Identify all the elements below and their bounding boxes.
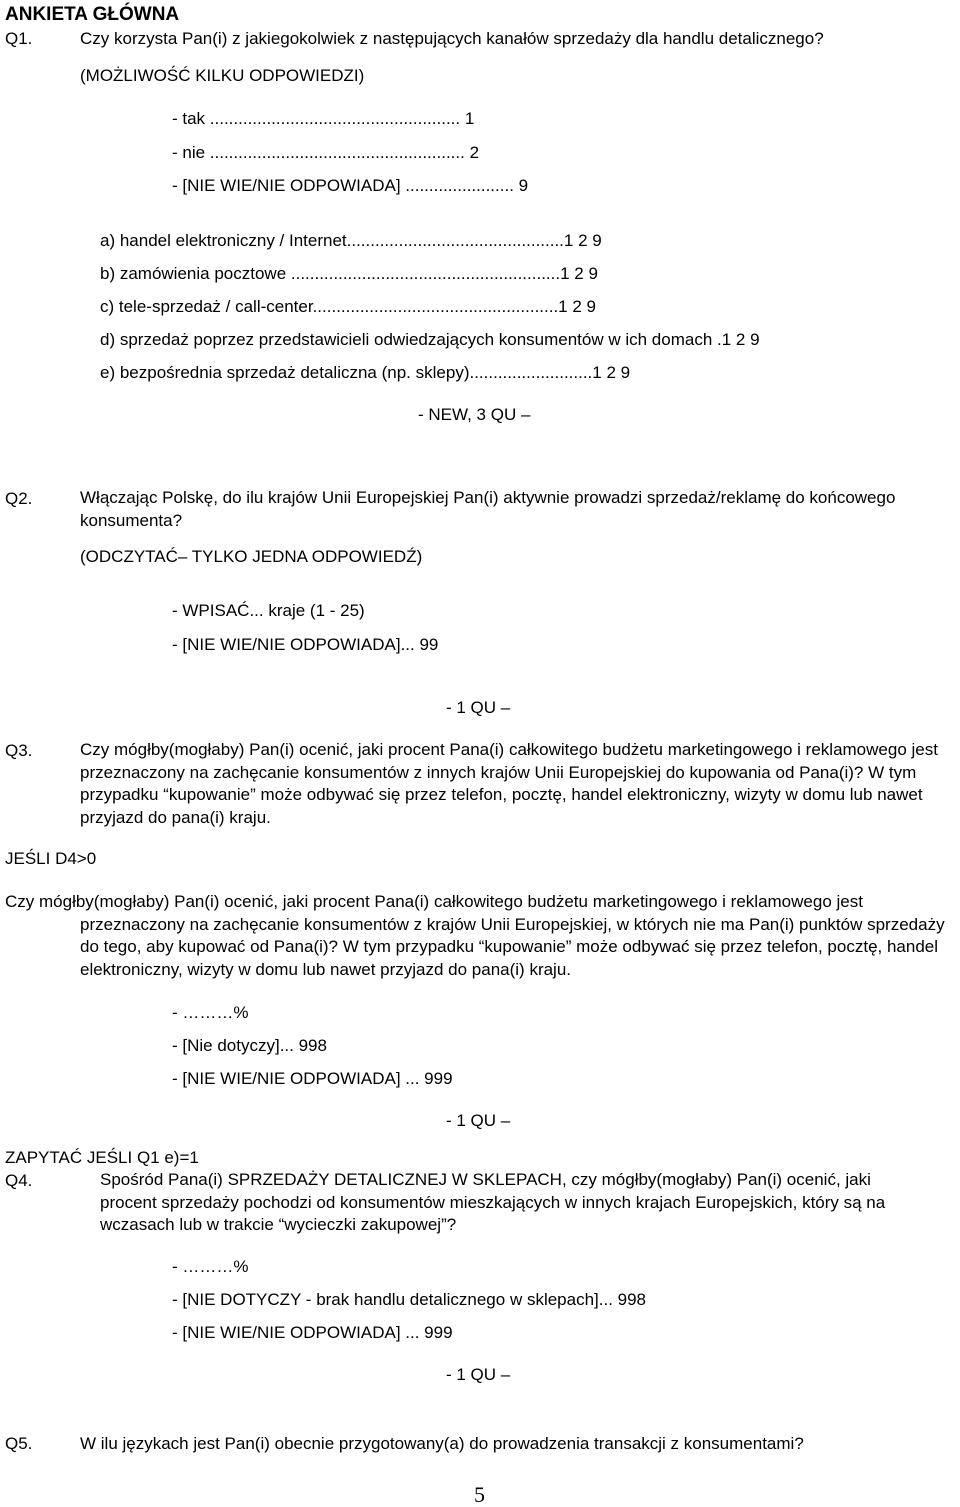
page-number: 5 xyxy=(474,1482,485,1507)
q1-item-a: a) handel elektroniczny / Internet..............................................1 2 9 xyxy=(100,231,602,250)
q4-code-notapplicable: - [NIE DOTYCZY - brak handlu detalicznego w sklepach]... 998 xyxy=(172,1290,647,1309)
q5-number: Q5. xyxy=(5,1434,33,1453)
q1-code-dontknow: - [NIE WIE/NIE ODPOWIADA] ....................... 9 xyxy=(172,176,529,195)
q1-item-b: b) zamówienia pocztowe .........................................................1 2 9 xyxy=(100,264,598,283)
q1-instruction: (MOŻLIWOŚĆ KILKU ODPOWIEDZI) xyxy=(80,66,365,85)
q1-item-e: e) bezpośrednia sprzedaż detaliczna (np. sklepy)..........................1 2 9 xyxy=(100,363,631,382)
q2-code-write: - WPISAĆ... kraje (1 - 25) xyxy=(172,601,365,620)
q3-condition: JEŚLI D4>0 xyxy=(5,849,97,868)
q3-code-percent: - ………% xyxy=(172,1003,249,1022)
q5-text: W ilu językach jest Pan(i) obecnie przygotowany(a) do prowadzenia transakcji z konsumentami? xyxy=(80,1434,804,1453)
q2-routing-note: - 1 QU – xyxy=(446,698,511,717)
q4-condition: ZAPYTAĆ JEŚLI Q1 e)=1 xyxy=(5,1148,199,1167)
q1-code-tak: - tak ..................................................... 1 xyxy=(172,109,475,128)
q4-code-percent: - ………% xyxy=(172,1257,249,1276)
q4-routing-note: - 1 QU – xyxy=(446,1365,511,1384)
q3-code-dontknow: - [NIE WIE/NIE ODPOWIADA] ... 999 xyxy=(172,1069,453,1088)
q3-text: Czy mógłby(mogłaby) Pan(i) ocenić, jaki procent Pana(i) całkowitego budżetu marketingowego i reklamowego jest przeznaczony na zachęcanie konsumentów z innych krajów Unii Europejskiej do kupowania od Pana(i)? W tym przypadku “kupowanie” może odbywać się przez telefon, pocztę, handel elektroniczny, wizyty w domu lub nawet przyjazd do pana(i) kraju. xyxy=(80,740,938,827)
q2-text: Włączając Polskę, do ilu krajów Unii Europejskiej Pan(i) aktywnie prowadzi sprzedaż/reklamę do końcowego konsumenta? xyxy=(80,488,896,530)
q3-code-notapplicable: - [Nie dotyczy]... 998 xyxy=(172,1036,327,1055)
q3-number: Q3. xyxy=(5,741,33,760)
q1-routing-note: - NEW, 3 QU – xyxy=(418,405,531,424)
q3-alt-text: Czy mógłby(mogłaby) Pan(i) ocenić, jaki procent Pana(i) całkowitego budżetu marketingowego i reklamowego jest przeznaczony na zachęcanie konsumentów z krajów Unii Europejskiej, w których nie ma Pan(i) punktów sprzedaży do tego, aby kupować od Pana(i)? W tym przypadku “kupowanie” może odbywać się przez telefon, pocztę, handel elektroniczny, wizyty w domu lub nawet przyjazd do pana(i) kraju. xyxy=(5,892,945,979)
q3-routing-note: - 1 QU – xyxy=(446,1111,511,1130)
q1-item-c: c) tele-sprzedaż / call-center....................................................1 2 9 xyxy=(100,297,596,316)
q4-number: Q4. xyxy=(5,1171,33,1190)
q1-code-nie: - nie ...................................................... 2 xyxy=(172,143,480,162)
q2-number: Q2. xyxy=(5,489,33,508)
q1-text: Czy korzysta Pan(i) z jakiegokolwiek z następujących kanałów sprzedaży dla handlu detalicznego? xyxy=(80,29,824,48)
q1-item-d: d) sprzedaż poprzez przedstawicieli odwiedzających konsumentów w ich domach .1 2 9 xyxy=(100,330,760,349)
q4-text: Spośród Pana(i) SPRZEDAŻY DETALICZNEJ W SKLEPACH, czy mógłby(mogłaby) Pan(i) ocenić, jaki procent sprzedaży pochodzi od konsumentów mieszkających w innych krajach Europejskich, który są na wczasach lub w trakcie “wycieczki zakupowej”? xyxy=(100,1170,886,1234)
q1-number: Q1. xyxy=(5,29,33,48)
survey-title: ANKIETA GŁÓWNA xyxy=(5,4,180,25)
q4-code-dontknow: - [NIE WIE/NIE ODPOWIADA] ... 999 xyxy=(172,1323,453,1342)
q2-code-dontknow: - [NIE WIE/NIE ODPOWIADA]... 99 xyxy=(172,635,439,654)
q2-instruction: (ODCZYTAĆ– TYLKO JEDNA ODPOWIEDŹ) xyxy=(80,547,423,566)
